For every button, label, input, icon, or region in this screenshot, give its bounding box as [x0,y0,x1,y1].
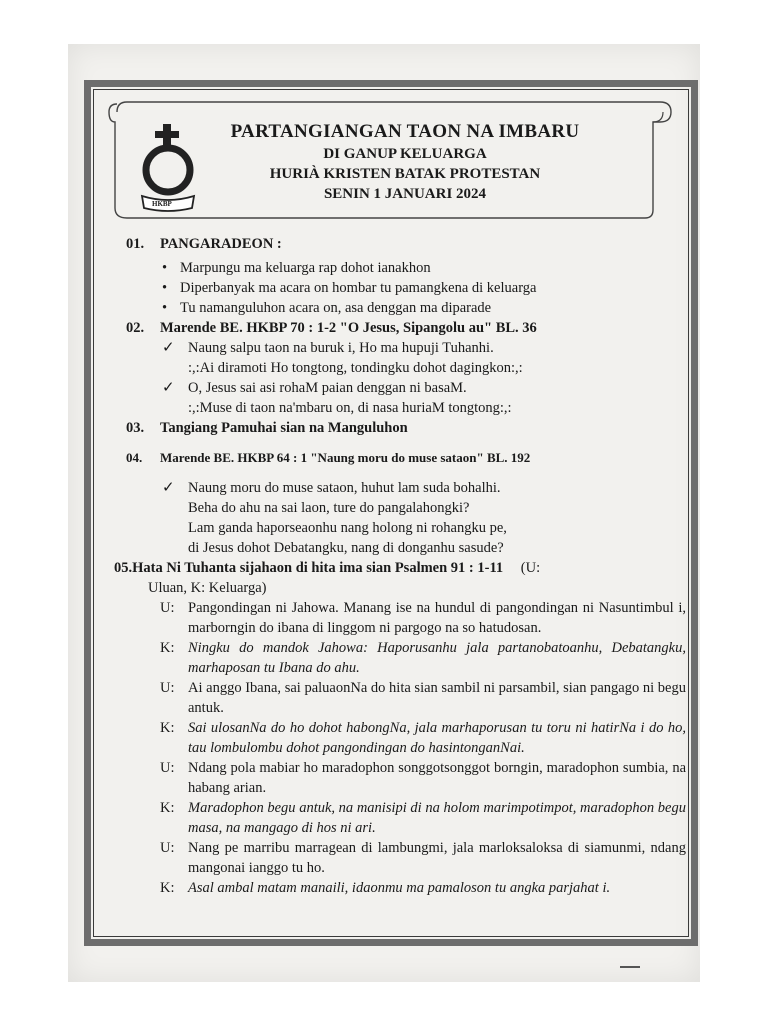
order-of-service [114,234,686,898]
section-2-heading [126,318,686,338]
response-text: Ndang pola mabiar ho maradophon songgotsonggot borngin, maradophon sumbia, na habang arian. [188,760,686,796]
section-number: 04. [126,450,143,465]
section-4-heading [126,448,686,468]
responsive-reading [126,598,686,898]
checkmark-icon: ✓ [162,340,175,356]
lyric-line [162,378,686,398]
response-text: Ningku do mandok Jahowa: Haporusanhu jala partanobatoanhu, Debatangku, marhaposan tu Ibana do ahu. [188,640,686,676]
response-row [160,758,686,798]
response-text: Nang pe marribu marragean di lambungmi, jala marloksaloksa di siamunmi, ndang mangonai ianggo tu ho. [188,840,686,876]
hymn-64-lyrics [162,478,686,558]
document-title: PARTANGIANGAN TAON NA IMBARU [230,121,580,142]
lyric-text: Naung moru do muse sataon, huhut lam suda bohalhi. [188,480,501,496]
speaker-label: U: [160,840,175,856]
section-number: 01. [126,236,145,252]
header-date: SENIN 1 JANUARI 2024 [323,186,487,202]
header-line-2: DI GANUP KELUARGA [323,146,487,162]
response-text: Asal ambal matam manaili, idaonmu ma pamaloson tu angka parjahat i. [188,880,611,896]
section-3-heading [126,418,686,438]
speaker-label: K: [160,800,175,816]
response-text: Pangondingan ni Jahowa. Manang ise na hundul di pangondingan ni Nasuntimbul i, marborngin do ibana di linggom ni pargogo na so hatudosan. [188,600,686,636]
lyric-chorus: :,:Ai diramoti Ho tongtong, tondingku dohot dagingkon:,: [188,360,523,376]
lyric-line: Beha do ahu na sai laon, ture do pangalahongki? [188,500,470,516]
lyric-line: Lam ganda haporseaonhu nang holong ni rohangku pe, [188,520,507,536]
speaker-label: K: [160,720,175,736]
section-5-heading [114,558,686,578]
lyric-chorus: :,:Muse di taon na'mbaru on, di nasa huriaM tongtong:,: [188,400,512,416]
lyric-line: di Jesus dohot Debatangku, nang di donganhu sasude? [188,540,504,556]
list-item: • Tu namanguluhon acara on, asa denggan ma diparade [162,298,686,318]
section-title: Marende BE. HKBP 64 : 1 "Naung moru do muse sataon" BL. 192 [160,450,531,465]
response-text: Sai ulosanNa do ho dohot habongNa, jala marhaporusan tu toru ni hatirNa i do ho, tau lombulombu dohot pangondingan do hasintonganNai. [188,720,686,756]
checkmark-icon: ✓ [162,480,175,496]
document-header [205,120,605,204]
response-row [160,638,686,678]
section-title: Marende BE. HKBP 70 : 1-2 "O Jesus, Sipangolu au" BL. 36 [160,320,537,336]
response-row [160,838,686,878]
header-line-3: HURIÀ KRISTEN BATAK PROTESTAN [269,166,541,182]
response-text: Ai anggo Ibana, sai paluaonNa do hita sian sambil ni parsambil, sian pangago ni begu antuk. [188,680,686,716]
lyric-text: Naung salpu taon na buruk i, Ho ma hupuji Tuhanhi. [188,340,494,356]
speaker-label: U: [160,680,175,696]
lyric-line [162,478,686,498]
section-1-heading [126,234,686,254]
section-title: PANGARADEON : [160,236,282,252]
legend-code: (U: [520,560,541,576]
speaker-label: U: [160,760,175,776]
hymn-70-lyrics [162,338,686,418]
speaker-label: U: [160,600,175,616]
footer-mark [620,966,640,968]
responsive-legend: Uluan, K: Keluarga) [148,580,267,596]
response-row [160,718,686,758]
response-row [160,678,686,718]
section-number: 03. [126,420,145,436]
response-row [160,598,686,638]
section-title: Tangiang Pamuhai sian na Manguluhon [160,420,408,436]
list-item: • Marpungu ma keluarga rap dohot ianakhon [162,258,686,278]
response-text: Maradophon begu antuk, na manisipi di na holom marimpotimpot, maradophon begu masa, na mangago di hos ni ari. [188,800,686,836]
lyric-line [162,338,686,358]
response-row [160,878,686,898]
preparation-list [162,258,686,318]
lyric-text: O, Jesus sai asi rohaM paian denggan ni basaM. [188,380,467,396]
speaker-label: K: [160,880,175,896]
speaker-label: K: [160,640,175,656]
checkmark-icon: ✓ [162,380,175,396]
response-row [160,798,686,838]
list-item: • Diperbanyak ma acara on hombar tu pamangkena di keluarga [162,278,686,298]
section-title: 05.Hata Ni Tuhanta sijahaon di hita ima sian Psalmen 91 : 1-11 [114,560,504,576]
section-number: 02. [126,320,145,336]
logo-text: HKBP [152,200,172,208]
